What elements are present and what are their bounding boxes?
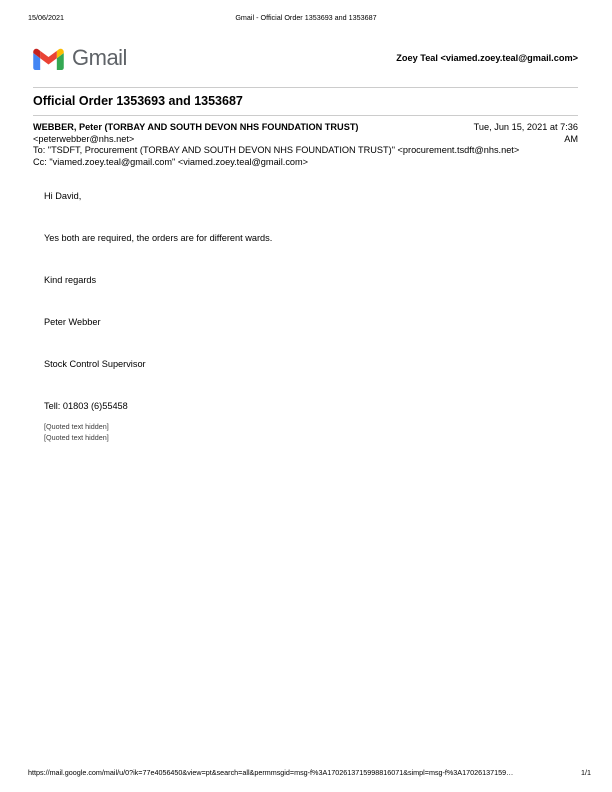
- body-paragraph: Tell: 01803 (6)55458: [44, 401, 128, 412]
- gmail-m-icon: [33, 47, 64, 70]
- print-footer: [28, 768, 591, 777]
- divider-above-subject: [33, 87, 578, 88]
- print-header: [28, 13, 584, 22]
- body-paragraph: Stock Control Supervisor: [44, 359, 146, 370]
- print-url: https://mail.google.com/mail/u/0?ik=77e4056450&view=pt&search=all&permmsgid=msg-f%3A1702613715998816071&simpl=msg-f%3A17026137159…: [28, 768, 514, 777]
- message-meta: [33, 122, 578, 168]
- email-subject: Official Order 1353693 and 1353687: [33, 94, 243, 108]
- print-title: Gmail - Official Order 1353693 and 1353687: [235, 13, 377, 22]
- body-paragraph: Peter Webber: [44, 317, 101, 328]
- gmail-header-row: [33, 40, 578, 76]
- quoted-text-hidden: [Quoted text hidden]: [44, 422, 109, 432]
- body-paragraph: Hi David,: [44, 191, 82, 202]
- sender-email: <peterwebber@nhs.net>: [33, 133, 135, 144]
- body-paragraph: Yes both are required, the orders are for different wards.: [44, 233, 273, 244]
- account-owner: Zoey Teal <viamed.zoey.teal@gmail.com>: [396, 53, 578, 63]
- sender-name: WEBBER, Peter (TORBAY AND SOUTH DEVON NHS FOUNDATION TRUST): [33, 122, 359, 133]
- gmail-logo: [33, 47, 127, 70]
- cc-recipients: Cc: "viamed.zoey.teal@gmail.com" <viamed.zoey.teal@gmail.com>: [33, 156, 309, 167]
- divider-below-subject: [33, 115, 578, 116]
- page-number: 1/1: [581, 768, 591, 777]
- sender-block: [33, 122, 359, 145]
- gmail-wordmark: Gmail: [72, 45, 127, 70]
- message-date: Tue, Jun 15, 2021 at 7:36 AM: [473, 122, 578, 144]
- from-row: [33, 122, 578, 145]
- to-recipients: To: "TSDFT, Procurement (TORBAY AND SOUTH DEVON NHS FOUNDATION TRUST)" <procurement.tsdft@nhs.net>: [33, 145, 520, 156]
- message-body: [44, 190, 578, 443]
- email-content: [33, 40, 578, 443]
- body-paragraph: Kind regards: [44, 275, 97, 286]
- quoted-text-hidden: [Quoted text hidden]: [44, 433, 109, 443]
- print-date: 15/06/2021: [28, 13, 64, 22]
